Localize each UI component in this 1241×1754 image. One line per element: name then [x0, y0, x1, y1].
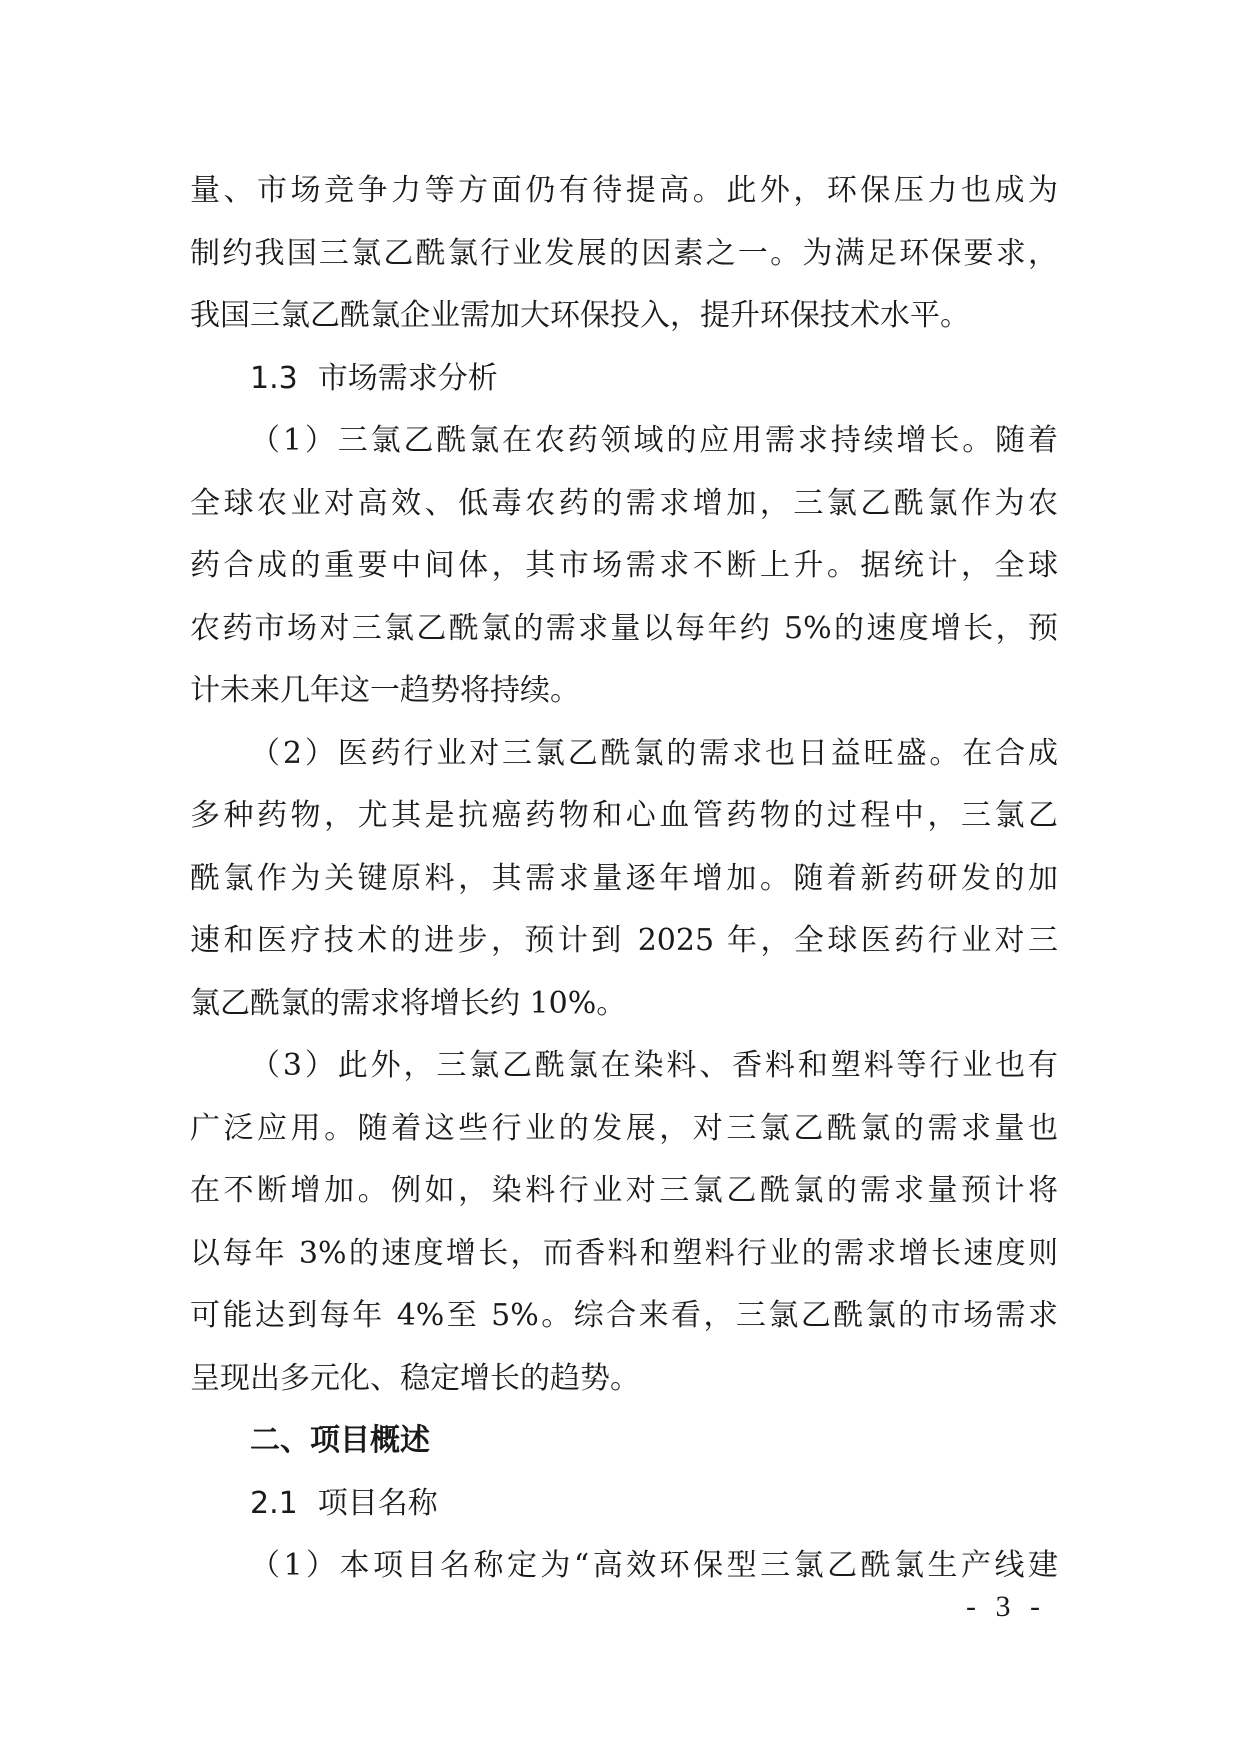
paragraph-line: 计未来几年这一趋势将持续。 [190, 673, 580, 708]
paragraph-line: 呈现出多元化、稳定增长的趋势。 [190, 1360, 640, 1396]
section-heading-1-3 [190, 348, 1058, 411]
paragraph-3 [190, 1035, 1058, 1410]
section-number: 2.1 [250, 1485, 298, 1521]
paragraph-line: 在不断增加。例如，染料行业对三氯乙酰氯的需求量预计将 [190, 1173, 1058, 1208]
section-number: 1.3 [250, 360, 298, 396]
document-page [190, 160, 1058, 1598]
paragraph-line: 可能达到每年 4%至 5%。综合来看，三氯乙酰氯的市场需求 [190, 1298, 1058, 1333]
paragraph-line: 我国三氯乙酰氯企业需加大环保投入，提升环保技术水平。 [190, 298, 970, 333]
paragraph-line: 速和医疗技术的进步，预计到 2025 年，全球医药行业对三 [190, 923, 1058, 958]
paragraph-4 [190, 1535, 1058, 1598]
section-title: 市场需求分析 [317, 360, 498, 396]
paragraph-line: 全球农业对高效、低毒农药的需求增加，三氯乙酰氯作为农 [190, 485, 1058, 521]
paragraph-line: 药合成的重要中间体，其市场需求不断上升。据统计，全球 [190, 548, 1058, 583]
paragraph-line: （2）医药行业对三氯乙酰氯的需求也日益旺盛。在合成 [250, 735, 1058, 771]
paragraph-line: 以每年 3%的速度增长，而香料和塑料行业的需求增长速度则 [190, 1235, 1058, 1271]
paragraph-line: 广泛应用。随着这些行业的发展，对三氯乙酰氯的需求量也 [190, 1110, 1058, 1146]
paragraph-line: （1）三氯乙酰氯在农药领域的应用需求持续增长。随着 [250, 423, 1058, 458]
paragraph-line: 酰氯作为关键原料，其需求量逐年增加。随着新药研发的加 [190, 860, 1058, 896]
page-number: - 3 - [966, 1590, 1046, 1623]
paragraph-1 [190, 410, 1058, 723]
paragraph-line: 量、市场竞争力等方面仍有待提高。此外，环保压力也成为 [190, 173, 1058, 208]
section-title: 项目名称 [317, 1485, 438, 1521]
paragraph-line: （3）此外，三氯乙酰氯在染料、香料和塑料等行业也有 [250, 1048, 1058, 1083]
paragraph-intro [190, 160, 1058, 348]
paragraph-line: （1）本项目名称定为“高效环保型三氯乙酰氯生产线建 [250, 1548, 1058, 1583]
paragraph-line: 制约我国三氯乙酰氯行业发展的因素之一。为满足环保要求， [190, 235, 1058, 271]
paragraph-line: 多种药物，尤其是抗癌药物和心血管药物的过程中，三氯乙 [190, 798, 1058, 833]
paragraph-line: 农药市场对三氯乙酰氯的需求量以每年约 5%的速度增长，预 [190, 610, 1058, 646]
paragraph-2 [190, 723, 1058, 1036]
section-heading-2: 二、项目概述 [250, 1423, 430, 1458]
section-heading-2-1 [190, 1473, 1058, 1536]
paragraph-line: 氯乙酰氯的需求将增长约 10%。 [190, 985, 627, 1021]
